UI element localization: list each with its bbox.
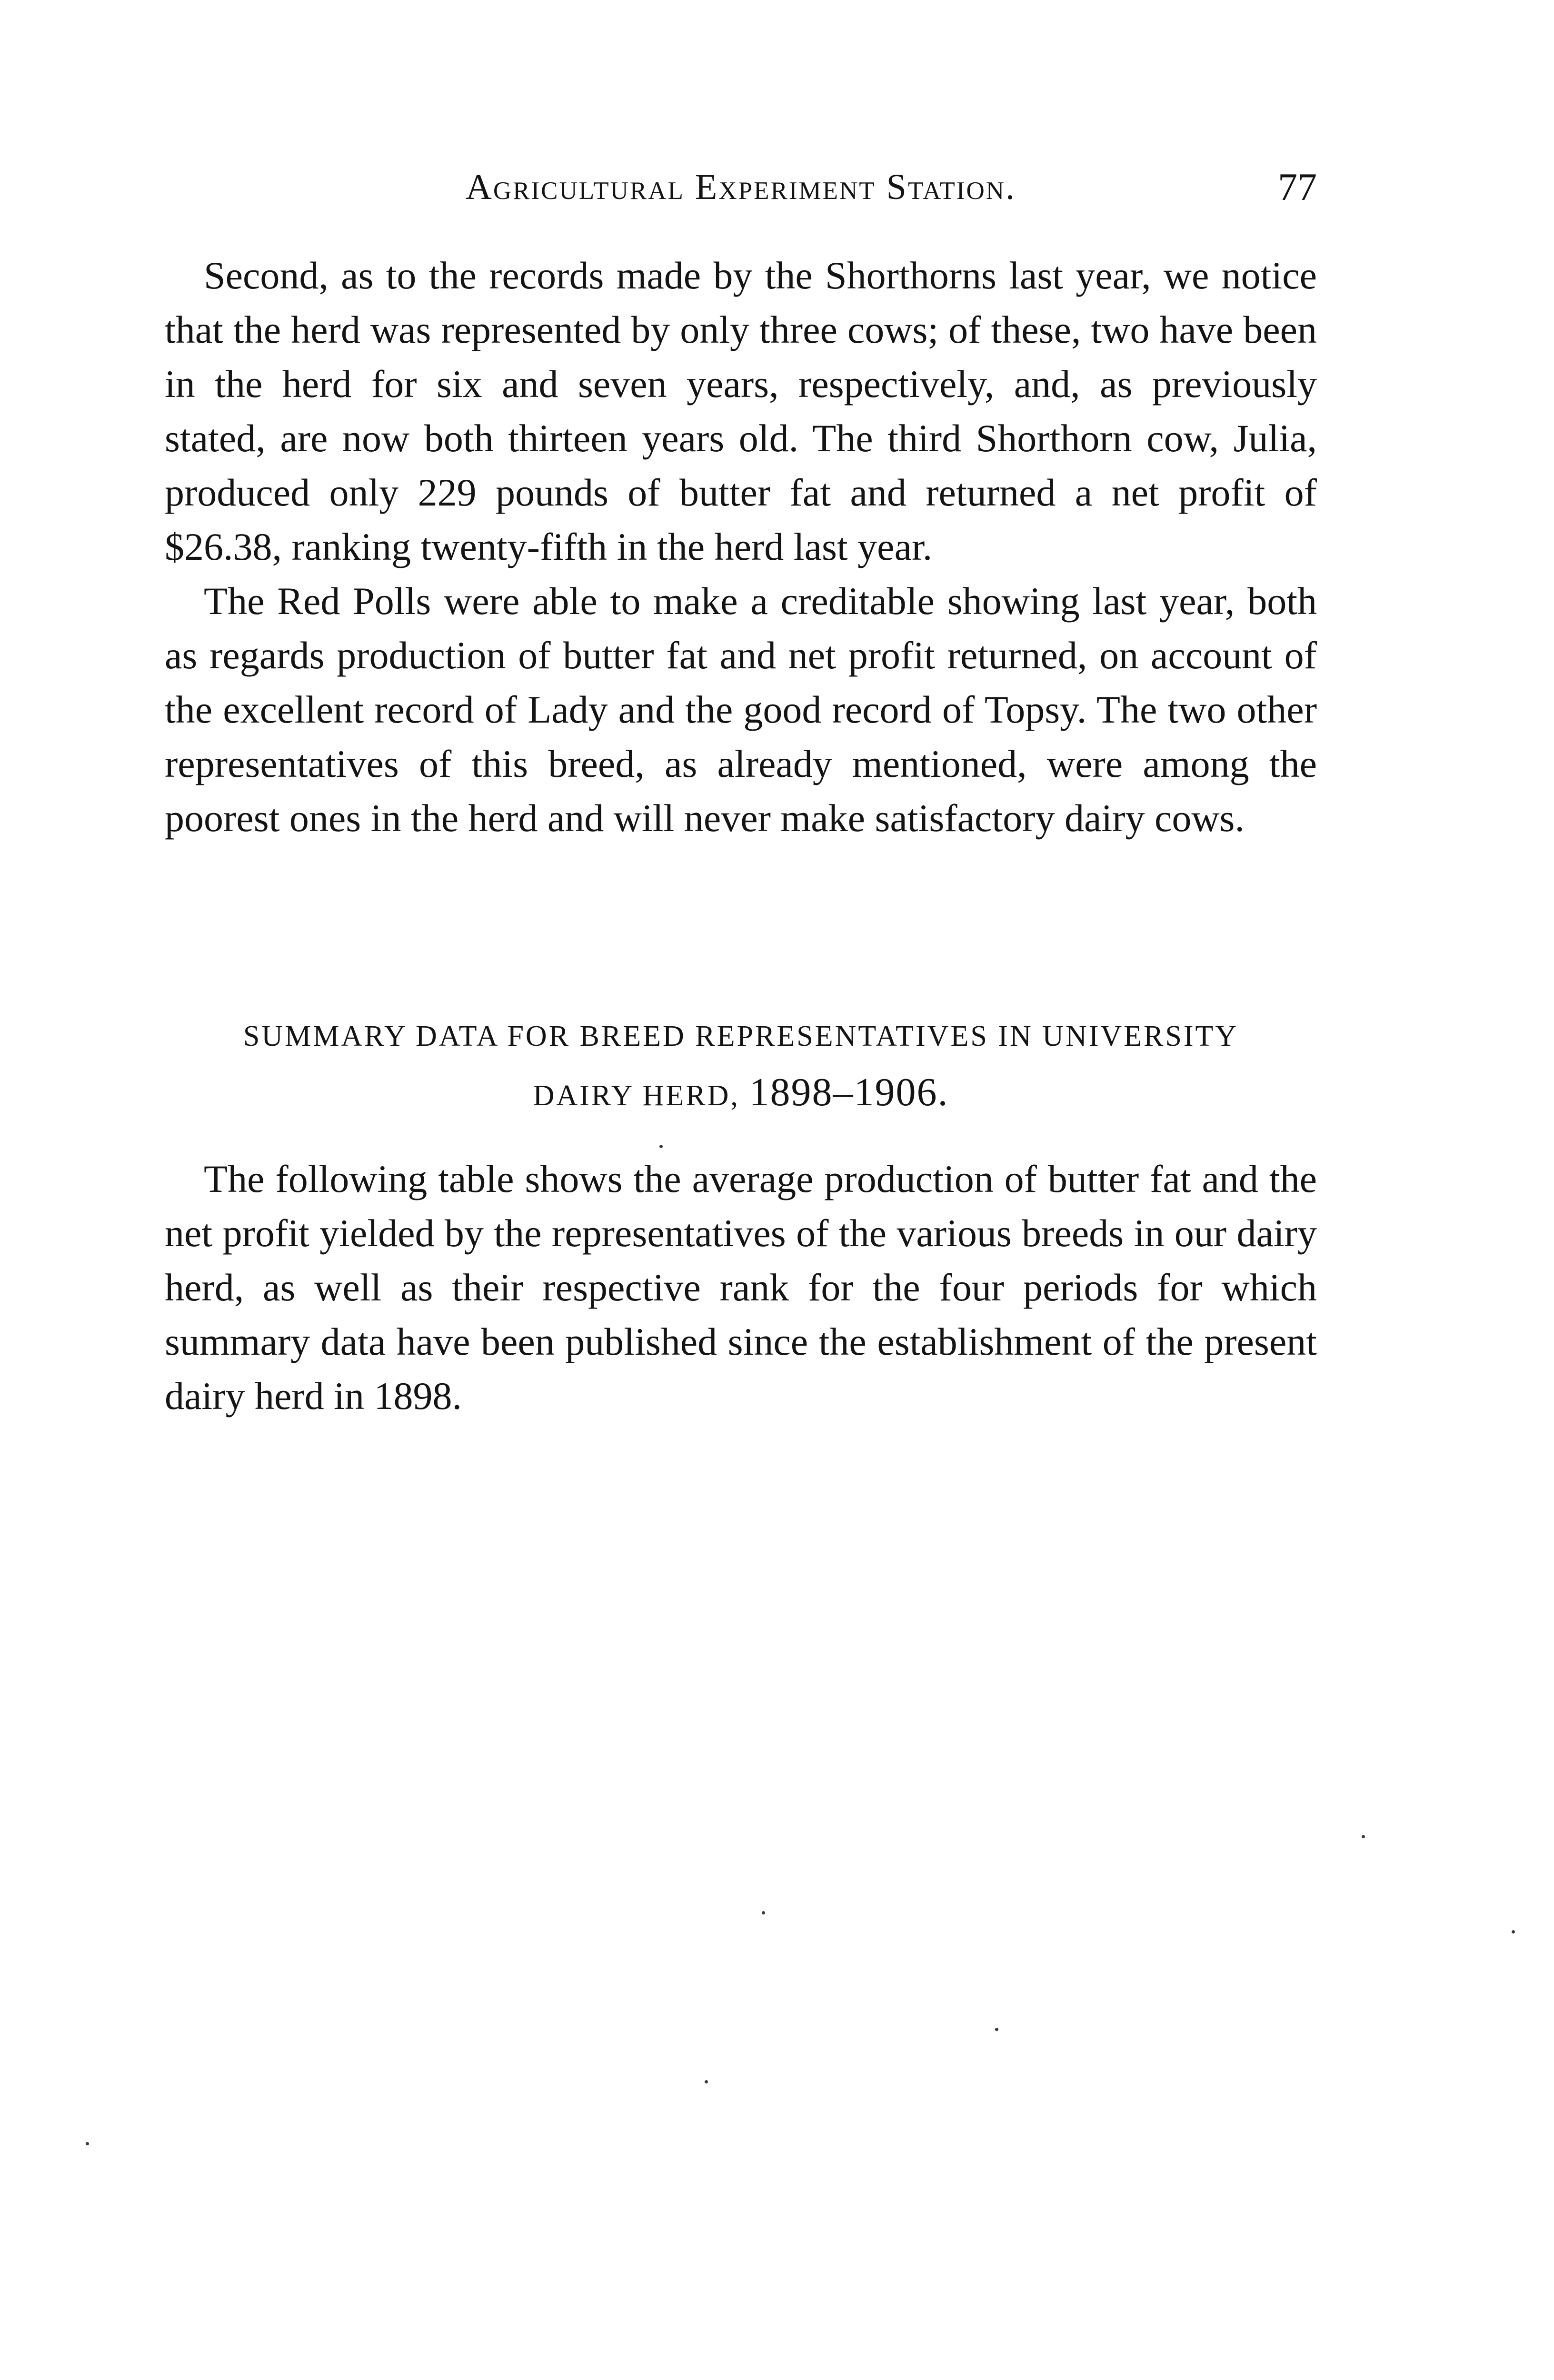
page-header — [165, 161, 1317, 213]
body-text-top — [165, 248, 1317, 845]
page-number: 77 — [1278, 165, 1317, 208]
section-heading-line-1: SUMMARY DATA FOR BREED REPRESENTATIVES IN UNIVERSITY — [243, 1020, 1239, 1052]
scan-speck — [995, 2028, 998, 2031]
section-heading — [165, 1008, 1317, 1124]
paragraph-red-polls: The Red Polls were able to make a creditable showing last year, both as regards production of butter fat and net profit returned, on account of the excellent record of Lady and the good record of Topsy. The two other representatives of this breed, as already mentioned, were among the poorest ones in the herd and will never make satisfactory dairy cows. — [165, 579, 1317, 840]
scan-speck — [659, 1145, 663, 1148]
scan-speck — [762, 1911, 765, 1914]
scan-speck — [1362, 1835, 1365, 1838]
section-heading-subject: DAIRY HERD, — [533, 1080, 740, 1112]
scan-speck — [86, 2142, 89, 2145]
section-heading-years: 1898–1906. — [749, 1070, 949, 1114]
section-heading-line-2 — [165, 1064, 1317, 1124]
paragraph-table-intro: The following table shows the average production of butter fat and the net profit yielded by the representatives of the various breeds in our dairy herd, as well as their respective rank for the four periods for which summary data have been published since the establishment of the present dairy herd in 1898. — [165, 1157, 1317, 1418]
body-text-bottom — [165, 1152, 1317, 1423]
paragraph-shorthorns: Second, as to the records made by the Shorthorns last year, we notice that the herd was represented by only three cows; of these, two have been in the herd for six and seven years, respectively, and, as previously stated, are now both thirteen years old. The third Shorthorn cow, Julia, produced only 229 pounds of butter fat and returned a net profit of $26.38, ranking twenty-fifth in the herd last year. — [165, 254, 1317, 568]
scan-speck — [1512, 1930, 1515, 1934]
scan-speck — [705, 2080, 708, 2083]
running-head: Agricultural Experiment Station. — [465, 167, 1016, 207]
